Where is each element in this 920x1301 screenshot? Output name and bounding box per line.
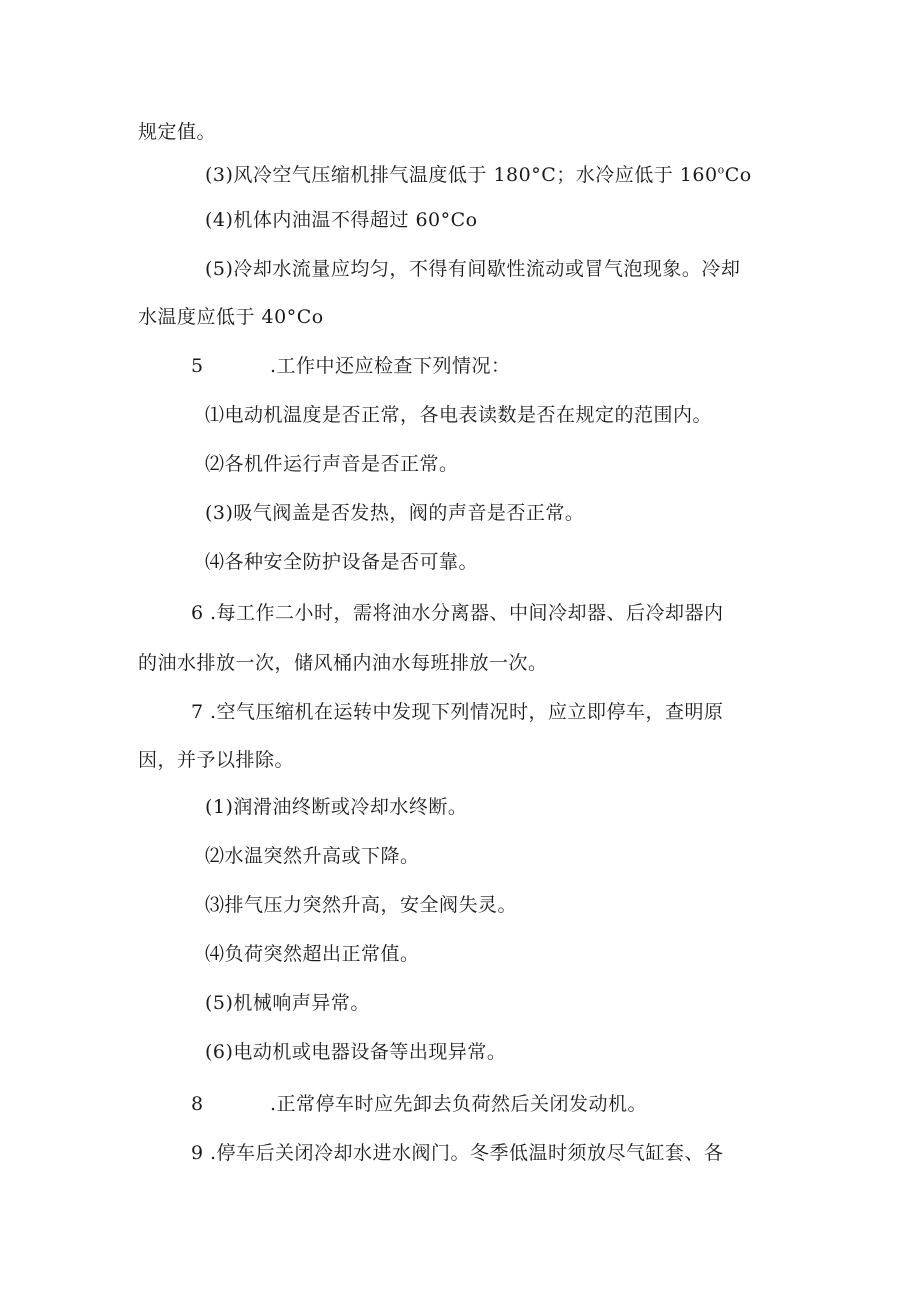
paragraph-line: ⑷负荷突然超出正常值。 — [205, 943, 420, 965]
paragraph-line: .空气压缩机在运转中发现下列情况时，应立即停车，查明原 — [210, 701, 724, 723]
item-number: 8 — [191, 1093, 204, 1115]
paragraph-line — [205, 163, 752, 187]
paragraph-line: ⑶排气压力突然升高，安全阀失灵。 — [205, 894, 518, 916]
item-number: 9 — [191, 1142, 204, 1164]
paragraph-line: (3)吸气阀盖是否发热，阀的声音是否正常。 — [205, 502, 585, 524]
paragraph-line: ⑴电动机温度是否正常，各电表读数是否在规定的范围内。 — [205, 404, 713, 426]
paragraph-line: .工作中还应检查下列情况： — [270, 355, 511, 377]
item-number: 7 — [191, 701, 204, 723]
paragraph-line: ⑵各机件运行声音是否正常。 — [205, 453, 459, 475]
paragraph-line: .每工作二小时，需将油水分离器、中间冷却器、后冷却器内 — [210, 602, 724, 624]
paragraph-line: .停车后关闭冷却水进水阀门。冬季低温时须放尽气缸套、各 — [210, 1142, 724, 1164]
paragraph-line: ⑷各种安全防护设备是否可靠。 — [205, 551, 479, 573]
item-number: 6 — [191, 602, 204, 624]
paragraph-line: (4)机体内油温不得超过 60°Co — [205, 209, 478, 231]
line-text: Co — [724, 164, 752, 186]
paragraph-line: (5)机械响声异常。 — [205, 992, 370, 1014]
item-number: 5 — [191, 355, 204, 377]
paragraph-line: .正常停车时应先卸去负荷然后关闭发动机。 — [270, 1093, 648, 1115]
paragraph-line: 规定值。 — [138, 121, 217, 143]
paragraph-line: 的油水排放一次，储风桶内油水每班排放一次。 — [138, 652, 548, 674]
paragraph-line: 因，并予以排除。 — [138, 749, 295, 771]
paragraph-line: (6)电动机或电器设备等出现异常。 — [205, 1041, 507, 1063]
paragraph-line: (1)润滑油终断或冷却水终断。 — [205, 796, 468, 818]
paragraph-line: 水温度应低于 40°Co — [138, 306, 324, 328]
paragraph-line: (5)冷却水流量应均匀，不得有间歇性流动或冒气泡现象。冷却 — [205, 258, 741, 280]
paragraph-line: ⑵水温突然升高或下降。 — [205, 845, 420, 867]
degree-mark: o — [717, 163, 725, 177]
line-text: (3)风冷空气压缩机排气温度低于 180°C；水冷应低于 160 — [205, 164, 718, 186]
